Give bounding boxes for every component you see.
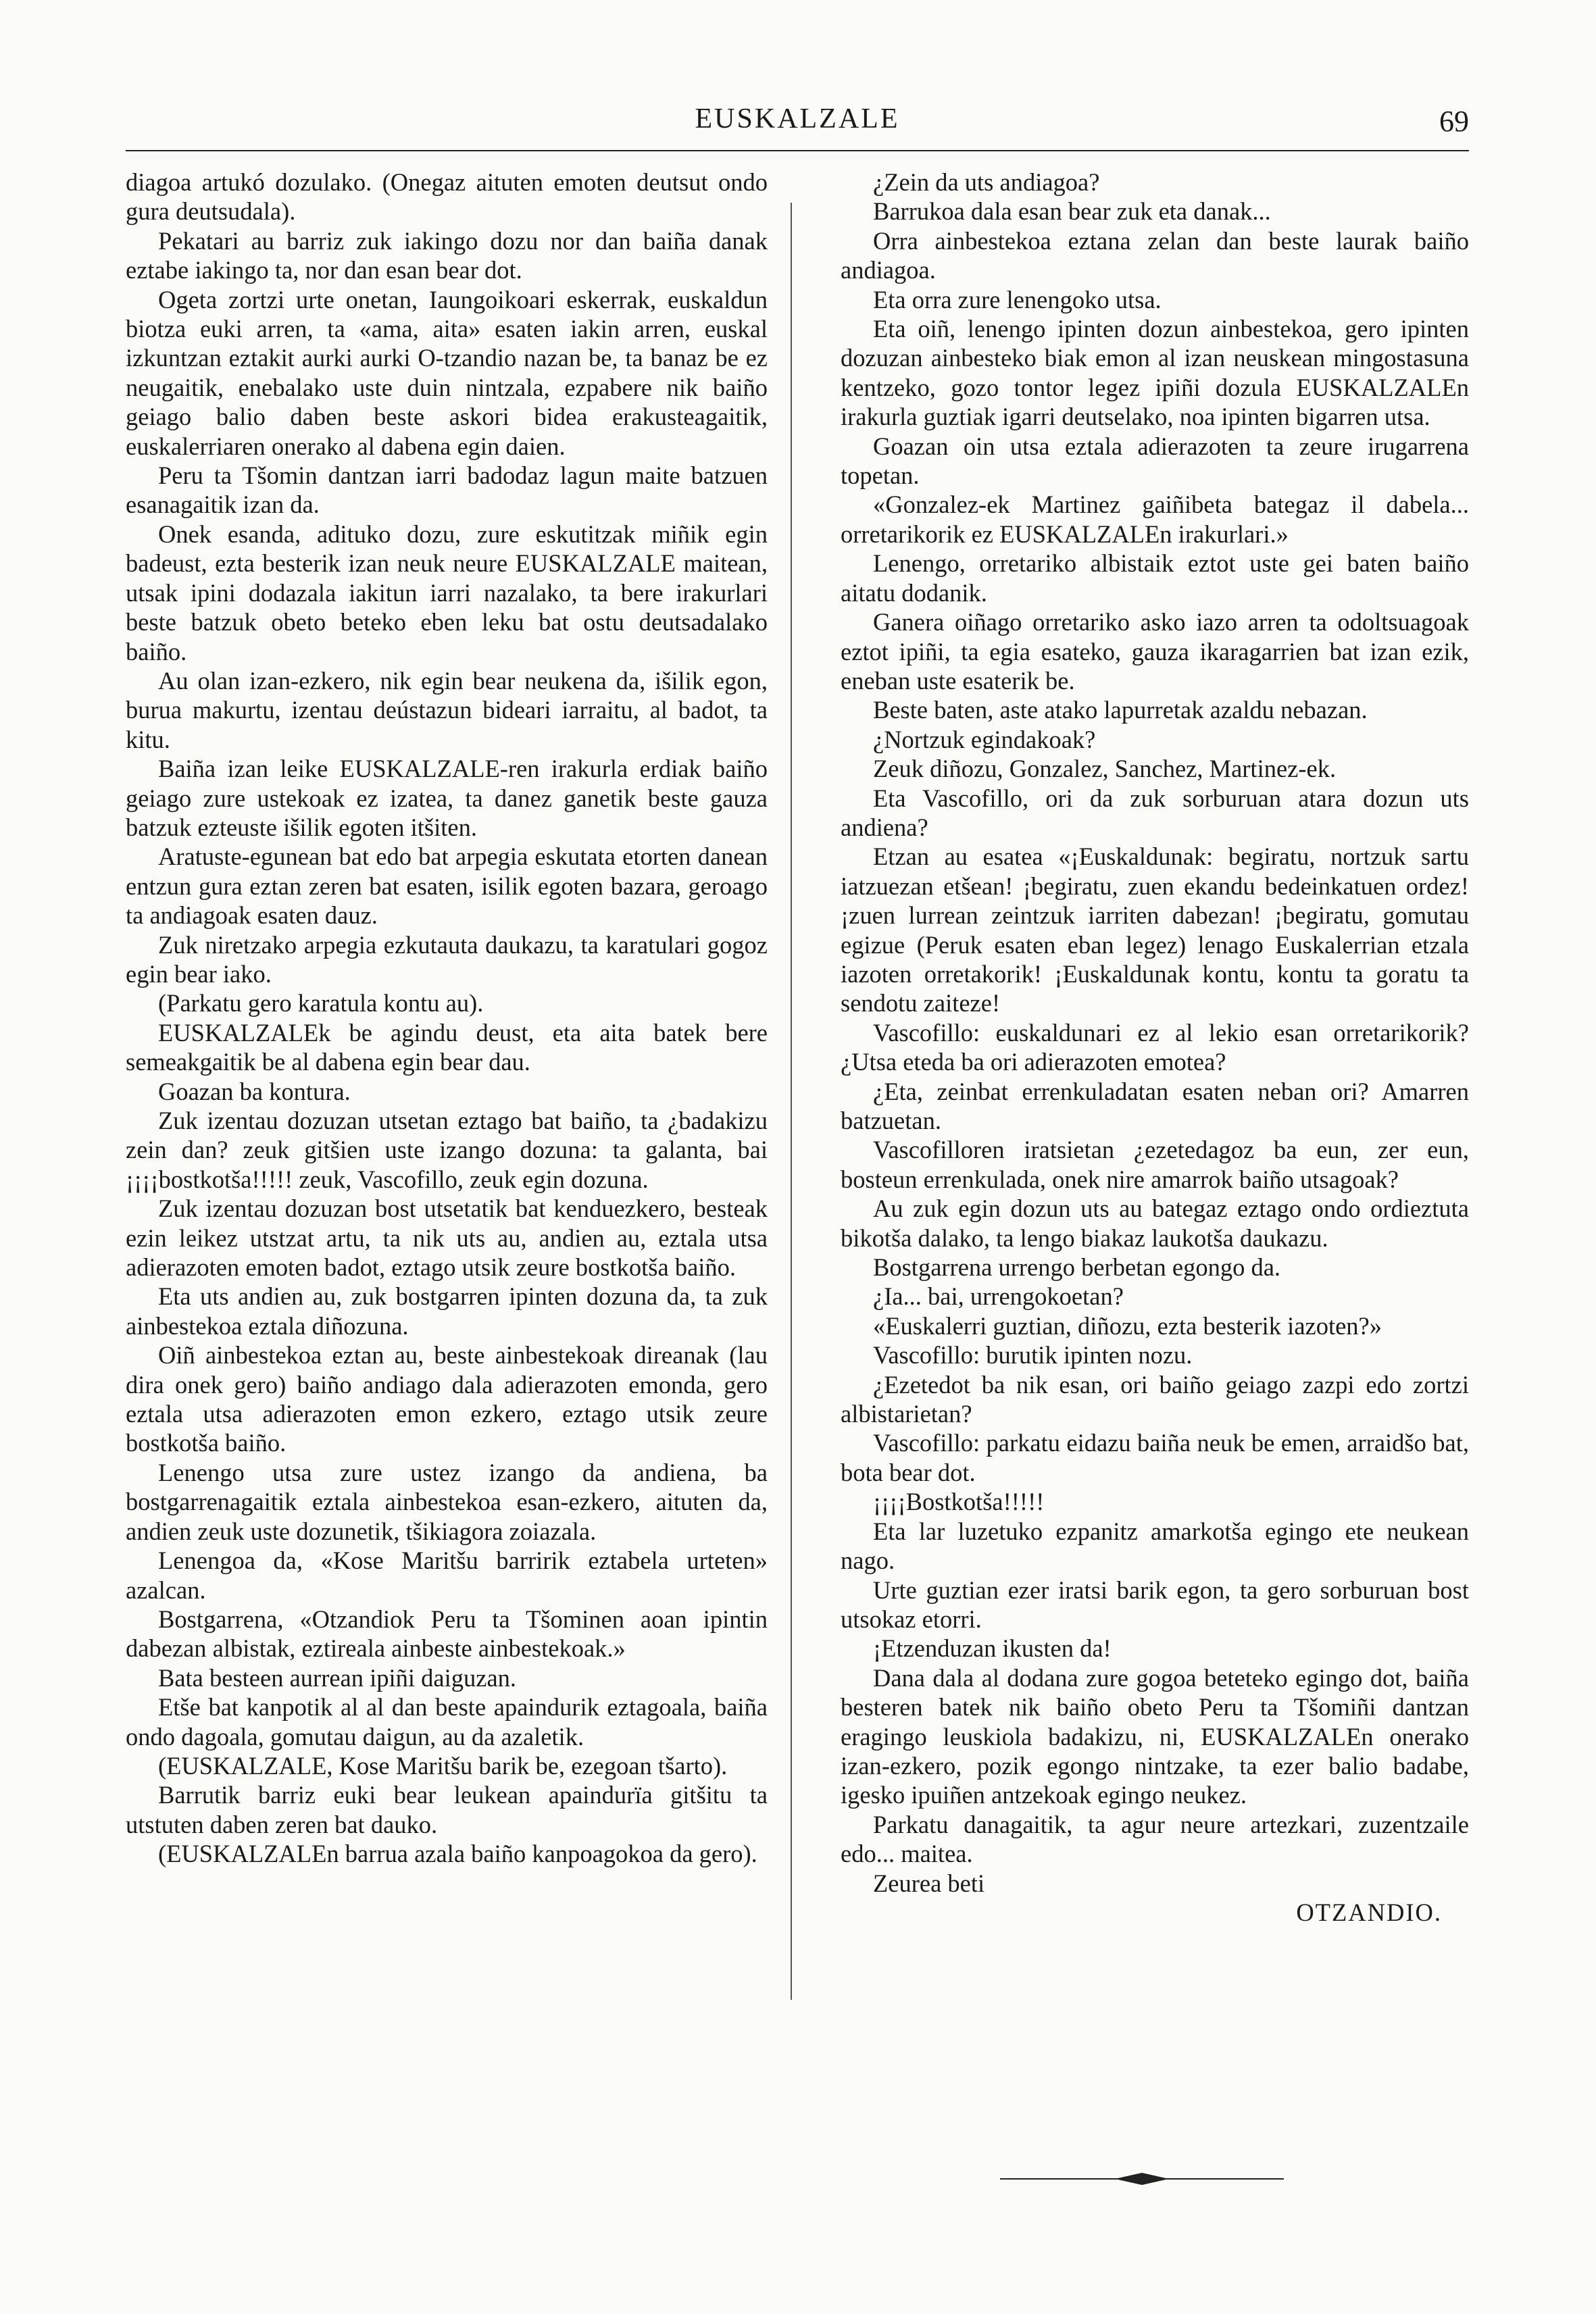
paragraph: Etzan au esatea «¡Euskaldunak: begiratu, nortzuk sartu iatzuezan etšean! ¡begiratu, zuen ekandu bedeinkatuen ordez! ¡zuen lurrean zeintzuk iarriten dabezan! ¡begiratu, gomutau egizue (Peruk esaten eban legez) lenago Euskalerrian etzala iazoten orretakorik! ¡Euskaldunak kontu, kontu ta goratu ta sendotu zaiteze! <box>841 842 1469 1017</box>
paragraph: ¿Zein da uts andiagoa? <box>873 168 1100 196</box>
paragraph: Baiña izan leike EUSKALZALE-ren irakurla erdiak baiño geiago zure ustekoak ez izatea, ta danez ganetik beste gauza batzuk ezteuste išilik egoten itšiten. <box>126 755 768 841</box>
paragraph: Bata besteen aurrean ipiñi daiguzan. <box>158 1663 517 1692</box>
paragraph: Zuk izentau dozuzan bost utsetatik bat kenduezkero, besteak ezin leikez utstzat artu, ta nik uts au, andien au, eztala utsa adierazoten emoten badot, eztago utsik zeure bostkotša baiño. <box>126 1194 768 1282</box>
paragraph: Aratuste-egunean bat edo bat arpegia eskutata etorten danean entzun gura eztan zeren bat esaten, isilik egoten bazara, geroago ta andiagoak esaten dauz. <box>126 842 768 930</box>
paragraph: Vascofillo: parkatu eidazu baiña neuk be emen, arraidšo bat, bota bear dot. <box>841 1429 1469 1486</box>
paragraph: Lenengo utsa zure ustez izango da andiena, ba bostgarrenagaitik eztala ainbestekoa esan-ezkero, aituten da, andien zeuk uste dozunetik, tšikiagora zoiazala. <box>126 1458 768 1545</box>
paragraph: ¿Ia... bai, urrengokoetan? <box>873 1282 1124 1311</box>
signature: OTZANDIO. <box>1296 1898 1442 1926</box>
paragraph: Zuk niretzako arpegia ezkutauta daukazu, ta karatulari gogoz egin bear iako. <box>126 930 768 988</box>
paragraph: Eta uts andien au, zuk bostgarren ipinten dozuna da, ta zuk ainbestekoa eztala diñozuna. <box>126 1282 768 1340</box>
paragraph: Beste baten, aste atako lapurretak azaldu nebazan. <box>873 696 1368 724</box>
paragraph: Barrukoa dala esan bear zuk eta danak... <box>873 197 1271 226</box>
header-rule <box>126 150 1469 151</box>
paragraph: ¡Etzenduzan ikusten da! <box>873 1634 1112 1663</box>
left-column <box>126 168 768 1869</box>
paragraph: Onek esanda, adituko dozu, zure eskutitzak miñik egin badeust, ezta besterik izan neuk neure EUSKALZALE maitean, utsak ipini dodazala iakitun iarri nazalako, ta bere irakurlari beste batzuk obeto beteko eben leku bat ostu deutsadalako baiño. <box>126 520 768 665</box>
paragraph: (EUSKALZALE, Kose Maritšu barik be, ezegoan tšarto). <box>158 1751 728 1780</box>
paragraph: Orra ainbestekoa eztana zelan dan beste laurak baiño andiagoa. <box>841 226 1469 284</box>
paragraph: (EUSKALZALEn barrua azala baiño kanpoagokoa da gero). <box>158 1840 757 1868</box>
paragraph: EUSKALZALEk be agindu deust, eta aita batek bere semeakgaitik be al dabena egin bear dau. <box>126 1018 768 1076</box>
paragraph: Eta oiñ, lenengo ipinten dozun ainbestekoa, gero ipinten dozuzan ainbesteko biak emon al izan neuskean mingostasuna kentzeko, gozo tontor legez ipiñi dozula EUSKALZALEn irakurla guztiak igarri deutselako, noa ipinten bigarren utsa. <box>841 315 1469 431</box>
paragraph: Bostgarrena urrengo berbetan egongo da. <box>873 1253 1281 1282</box>
paragraph: Eta Vascofillo, ori da zuk sorburuan atara dozun uts andiena? <box>841 784 1469 841</box>
paragraph: Parkatu danagaitik, ta agur neure artezkari, zuzentzaile edo... maitea. <box>841 1810 1469 1868</box>
running-header <box>126 103 1469 143</box>
paragraph: Pekatari au barriz zuk iakingo dozu nor dan baiña danak eztabe iakingo ta, nor dan esan bear dot. <box>126 226 768 284</box>
paragraph: Urte guztian ezer iratsi barik egon, ta gero sorburuan bost utsokaz etorri. <box>841 1576 1469 1633</box>
journal-title: EUSKALZALE <box>695 103 900 134</box>
column-separator <box>791 203 792 2000</box>
paragraph: Au zuk egin dozun uts au bategaz eztago ondo ordieztuta bikotša dalako, ta lengo biakaz laukotša daukazu. <box>841 1194 1469 1252</box>
paragraph: (Parkatu gero karatula kontu au). <box>158 989 484 1017</box>
paragraph: Bostgarrena, «Otzandiok Peru ta Tšominen aoan ipintin dabezan albistak, eztireala ainbeste ainbestekoak.» <box>126 1605 768 1663</box>
paragraph: Zeuk diñozu, Gonzalez, Sanchez, Martinez-ek. <box>873 755 1337 783</box>
paragraph: Goazan ba kontura. <box>158 1077 351 1105</box>
paragraph: ¿Ezetedot ba nik esan, ori baiño geiago zazpi edo zortzi albistarietan? <box>841 1370 1469 1428</box>
paragraph: Goazan oin utsa eztala adierazoten ta zeure irugarrena topetan. <box>841 432 1469 490</box>
closing-ornament <box>1000 2169 1284 2189</box>
paragraph: Zeurea beti <box>873 1869 985 1897</box>
paragraph: ¿Nortzuk egindakoak? <box>873 725 1096 753</box>
paragraph: ¡¡¡¡Bostkotša!!!!! <box>873 1488 1045 1516</box>
paragraph: Lenengo, orretariko albistaik eztot uste gei baten baiño aitatu dodanik. <box>841 549 1469 607</box>
paragraph: Etše bat kanpotik al al dan beste apaindurik eztagoala, baiña ondo dagoala, gomutau daigun, au da azaletik. <box>126 1693 768 1751</box>
page-number: 69 <box>1439 105 1469 138</box>
paragraph: Au olan izan-ezkero, nik egin bear neukena da, išilik egon, burua makurtu, izentau deústazun bideari iarraitu, al badot, ta kitu. <box>126 666 768 753</box>
paragraph: ¿Eta, zeinbat errenkuladatan esaten neban ori? Amarren batzuetan. <box>841 1077 1469 1134</box>
right-column <box>841 168 1469 1927</box>
paragraph: Eta lar luzetuko ezpanitz amarkotša egingo ete neukean nago. <box>841 1517 1469 1575</box>
paragraph: «Euskalerri guztian, diñozu, ezta besterik iazoten?» <box>873 1311 1382 1340</box>
paragraph: Oiñ ainbestekoa eztan au, beste ainbestekoak direanak (lau dira onek gero) baiño andiago dala adierazoten emonda, gero eztala utsa adierazoten emon ezkero, eztago utsik zeure bostkotša baiño. <box>126 1341 768 1457</box>
paragraph: Eta orra zure lenengoko utsa. <box>873 285 1162 313</box>
paragraph: Ogeta zortzi urte onetan, Iaungoikoari eskerrak, euskaldun biotza euki arren, ta «ama, aita» esaten iakin arren, euskal izkuntzan eztakit aurki aurki O-tzandio nazan be, ta banaz be ez neugaitik, enebalako uste duin nintzala, ezpabere nik baiño geiago balio daben beste askori bidea erakusteagaitik, euskalerriaren onerako al dabena egin daien. <box>126 285 768 460</box>
paragraph: Lenengoa da, «Kose Maritšu barririk eztabela urteten» azalcan. <box>126 1546 768 1604</box>
paragraph: Ganera oiñago orretariko asko iazo arren ta odoltsuagoak eztot ipiñi, ta egia esateko, gauza ikaragarrien bat izan ezik, eneban uste esaterik be. <box>841 608 1469 695</box>
paragraph: Zuk izentau dozuzan utsetan eztago bat baiño, ta ¿badakizu zein dan? zeuk gitšien uste izango dozuna: ta galanta, bai ¡¡¡¡bostkotša!!!!! zeuk, Vascofillo, zeuk egin dozuna. <box>126 1107 768 1193</box>
paragraph: Barrutik barriz euki bear leukean apaindurïa gitšitu ta utstuten daben zeren bat dauko. <box>126 1781 768 1838</box>
paragraph: «Gonzalez-ek Martinez gaiñibeta bategaz il dabela... orretarikorik ez EUSKALZALEn irakurlari.» <box>841 491 1469 548</box>
paragraph: Vascofilloren iratsietan ¿ezetedagoz ba eun, zer eun, bosteun errenkulada, onek nire amarrok baiño utsagoak? <box>841 1136 1469 1193</box>
paragraph: Dana dala al dodana zure gogoa beteteko egingo dot, baiña besteren batek nik baiño obeto Peru ta Tšomiñi dantzan eragingo leuskiola badakizu, ni, EUSKALZALEn onerako izan-ezkero, pozik egongo nintzake, ta ezer balio badabe, igesko ipuiñen antzekoak egingo neukez. <box>841 1663 1469 1809</box>
paragraph: diagoa artukó dozulako. (Onegaz aituten emoten deutsut ondo gura deutsudala). <box>126 168 768 226</box>
paragraph: Vascofillo: burutik ipinten nozu. <box>873 1341 1193 1369</box>
paragraph: Peru ta Tšomin dantzan iarri badodaz lagun maite batzuen esanagaitik izan da. <box>126 461 768 519</box>
paragraph: Vascofillo: euskaldunari ez al lekio esan orretarikorik? ¿Utsa eteda ba ori adierazoten emotea? <box>841 1018 1469 1076</box>
